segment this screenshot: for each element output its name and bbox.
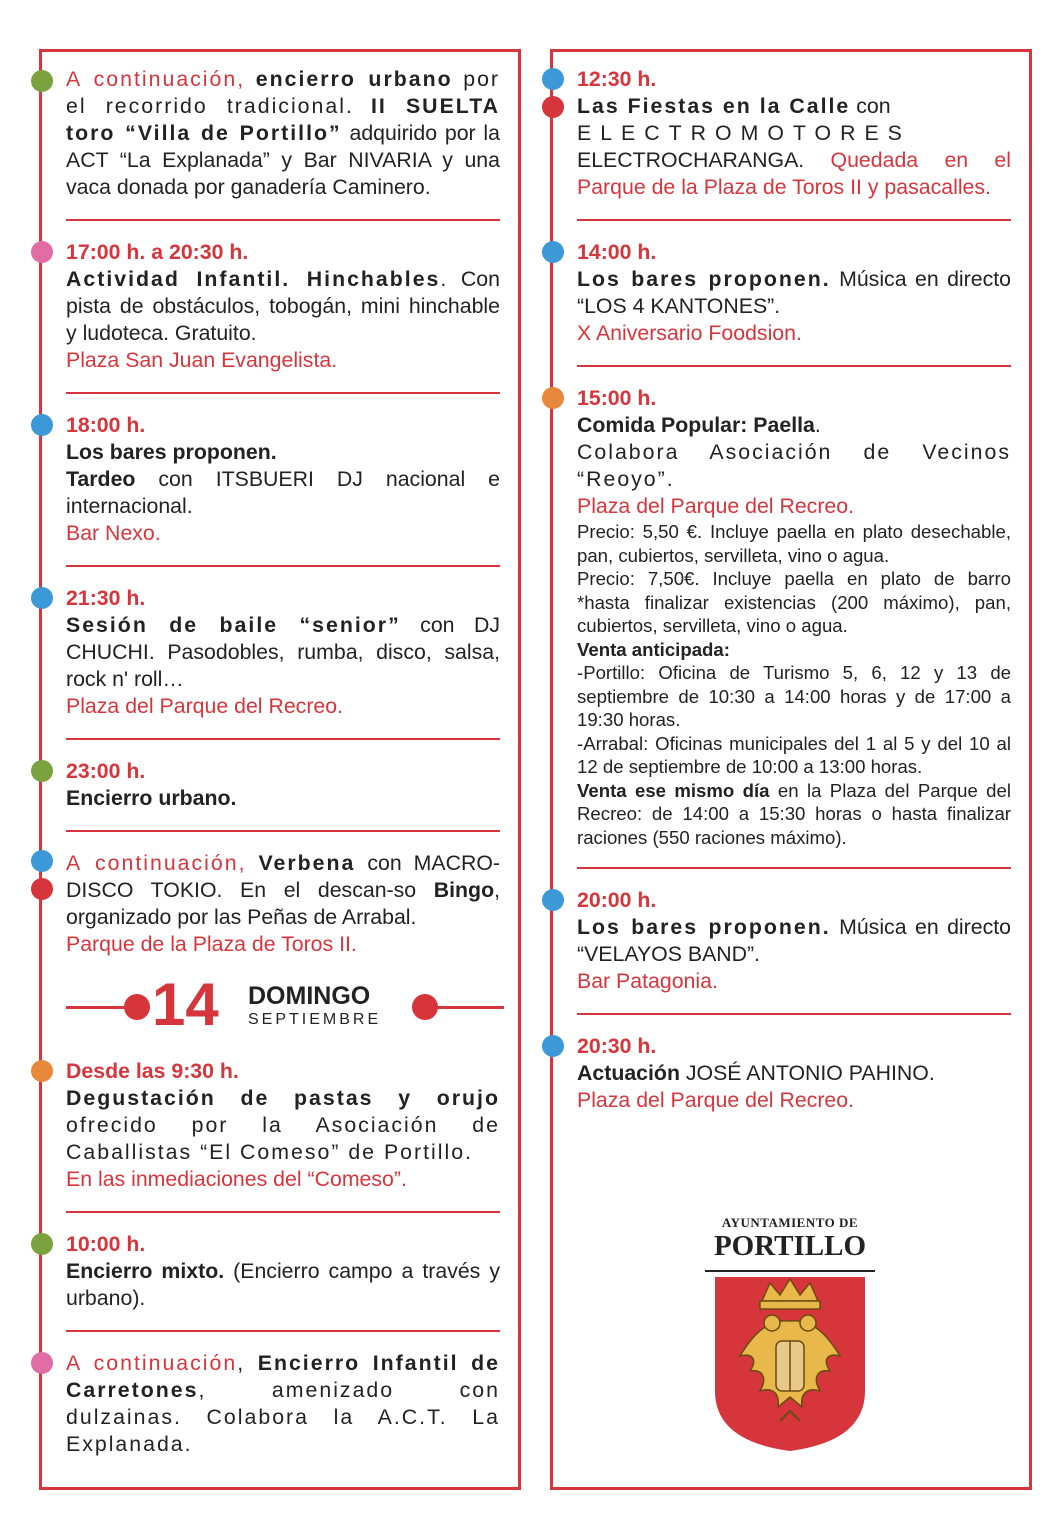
day-number: 14 [152, 971, 219, 1038]
coat-of-arms-icon [700, 1261, 880, 1456]
divider [577, 1013, 1011, 1015]
day-header [66, 971, 500, 1038]
blue-dot-icon [542, 68, 564, 90]
event-encierro-infantil: A continuación, Encierro Infantil de Carretones, amenizado con dulzainas. Colabora la A.C.T. La Explanada. [66, 1350, 500, 1458]
event-encierro-urbano-suelta: A continuación, encierro urbano por el recorrido tradicional. II SUELTA toro “Villa de Portillo” adquirido por la ACT “La Explanada” y Bar NIVARIA y una vaca donada por ganadería Caminero. [66, 66, 500, 201]
divider [66, 392, 500, 394]
blue-dot-icon [542, 241, 564, 263]
orange-dot-icon [31, 1060, 53, 1082]
blue-dot-icon [542, 889, 564, 911]
red-dot-icon [31, 878, 53, 900]
red-dot-icon [542, 96, 564, 118]
blue-dot-icon [542, 1035, 564, 1057]
event-degustacion: Desde las 9:30 h. Degustación de pastas y orujo ofrecido por la Asociación de Caballistas “El Comeso” de Portillo. En las inmediaciones del “Comeso”. [66, 1058, 500, 1193]
pink-dot-icon [31, 1352, 53, 1374]
divider [577, 219, 1011, 221]
blue-dot-icon [31, 850, 53, 872]
event-time: 17:00 h. a 20:30 h. [66, 240, 249, 264]
event-actuacion: 20:30 h. Actuación JOSÉ ANTONIO PAHINO. Plaza del Parque del Recreo. [577, 1033, 1011, 1114]
event-los-4-kantones: 14:00 h. Los bares proponen. Música en directo “LOS 4 KANTONES”. X Aniversario Foodsion. [577, 239, 1011, 347]
orange-dot-icon [542, 387, 564, 409]
divider [66, 1211, 500, 1213]
logo-line2: PORTILLO [713, 1230, 867, 1262]
divider [66, 219, 500, 221]
red-dot-icon [124, 994, 150, 1020]
event-actividad-infantil: 17:00 h. a 20:30 h. Actividad Infantil. Hinchables. Con pista de obstáculos, tobogán, mini hinchable y ludoteca. Gratuito. Plaza San Juan Evangelista. [66, 239, 500, 374]
event-fiestas-calle: 12:30 h. Las Fiestas en la Calle con ELECTROMOTORES ELECTROCHARANGA. Quedada en el Parque de la Plaza de Toros II y pasacalles. [577, 66, 1011, 201]
event-place: Plaza San Juan Evangelista. [66, 348, 338, 372]
logo-line1: AYUNTAMIENTO DE [721, 1215, 859, 1230]
day-name: DOMINGO [248, 982, 371, 1010]
event-encierro-mixto: 10:00 h. Encierro mixto. (Encierro campo a través y urbano). [66, 1231, 500, 1312]
divider [66, 565, 500, 567]
event-verbena: A continuación, Verbena con MACRO-DISCO TOKIO. En el descan-so Bingo, organizado por las Peñas de Arrabal. Parque de la Plaza de Toros II. [66, 850, 500, 958]
blue-dot-icon [31, 587, 53, 609]
green-dot-icon [31, 1233, 53, 1255]
event-velayos-band: 20:00 h. Los bares proponen. Música en directo “VELAYOS BAND”. Bar Patagonia. [577, 887, 1011, 995]
event-comida-popular: 15:00 h. Comida Popular: Paella. Colabora Asociación de Vecinos “Reoyo”. Plaza del Parque del Recreo. Precio: 5,50 €. Incluye paella en plato desechable, pan, cubiertos, servilleta, vino o agua. Precio: 7,50€. Incluye paella en plato de barro *hasta finalizar existencias (200 máximo), pan, cubiertos, servilleta, vino o agua. Venta anticipada: -Portillo: Oficina de Turismo 5, 6, 12 y 13 de septiembre de 10:30 a 14:00 horas y de 17:00 a 19:30 horas. -Arrabal: Oficinas municipales del 1 al 5 y del 10 al 12 de septiembre de 10:00 a 13:00 horas. Venta ese mismo día en la Plaza del Parque del Recreo: de 14:00 a 15:30 horas o hasta finalizar raciones (550 raciones máximo). [577, 385, 1011, 849]
ayuntamiento-logo [700, 1215, 880, 1455]
event-baile-senior: 21:30 h. Sesión de baile “senior” con DJ CHUCHI. Pasodobles, rumba, disco, salsa, rock n' roll… Plaza del Parque del Recreo. [66, 585, 500, 720]
green-dot-icon [31, 70, 53, 92]
divider [66, 830, 500, 832]
blue-dot-icon [31, 414, 53, 436]
event-tardeo: 18:00 h. Los bares proponen. Tardeo con ITSBUERI DJ nacional e internacional. Bar Nexo. [66, 412, 500, 547]
divider [577, 365, 1011, 367]
event-encierro-urbano: 23:00 h. Encierro urbano. [66, 758, 500, 812]
divider [66, 1330, 500, 1332]
green-dot-icon [31, 760, 53, 782]
pink-dot-icon [31, 241, 53, 263]
day-month: SEPTIEMBRE [248, 1011, 382, 1028]
left-column [39, 49, 521, 1490]
divider [66, 738, 500, 740]
divider [577, 867, 1011, 869]
